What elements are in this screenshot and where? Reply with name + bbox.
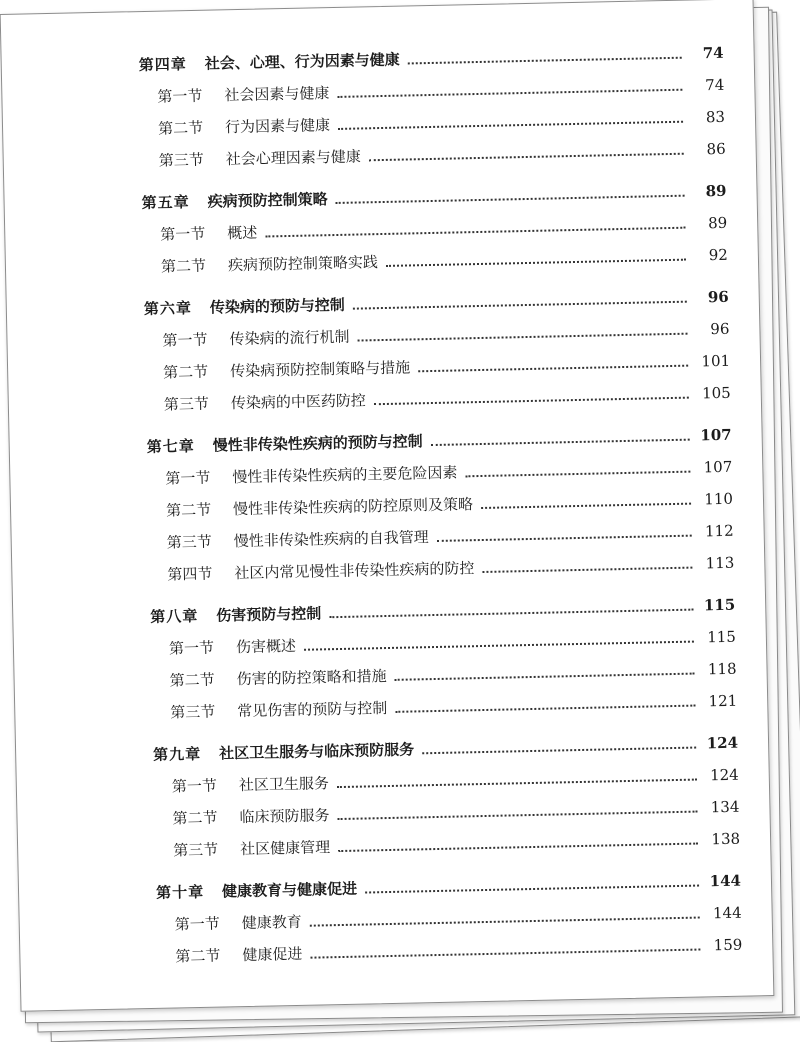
- section-number: 第一节: [168, 638, 215, 658]
- dot-leader: [353, 301, 687, 310]
- section-row: [164, 384, 731, 414]
- dot-leader: [310, 917, 700, 927]
- section-row: [166, 490, 733, 520]
- dot-leader: [431, 439, 690, 446]
- page-number: 124: [706, 733, 739, 753]
- section-number: 第一节: [157, 86, 203, 106]
- section-row: [172, 766, 739, 796]
- section-row: [160, 214, 727, 244]
- page-number: 124: [709, 765, 739, 785]
- page-number: 115: [707, 627, 737, 647]
- chapter-title: 社会、心理、行为因素与健康: [204, 50, 400, 73]
- chapter-row: [153, 734, 738, 764]
- section-row: [163, 352, 730, 382]
- chapter-number: 第十章: [155, 882, 205, 902]
- dot-leader: [365, 885, 699, 894]
- page-number: 118: [707, 659, 737, 679]
- dot-leader: [482, 567, 692, 573]
- section-row: [169, 628, 736, 658]
- section-row: [161, 246, 728, 276]
- chapter-title: 社区卫生服务与临床预防服务: [219, 740, 415, 763]
- page-number: 134: [710, 797, 740, 817]
- section-row: [158, 108, 725, 138]
- chapter-number: 第五章: [141, 193, 190, 213]
- dot-leader: [338, 843, 698, 853]
- chapter-row: [141, 182, 726, 212]
- page-number: 115: [703, 595, 736, 615]
- section-number: 第四节: [167, 564, 213, 584]
- chapter-number: 第九章: [153, 744, 202, 764]
- section-row: [157, 76, 724, 106]
- section-row: [167, 554, 734, 584]
- dot-leader: [336, 195, 685, 204]
- page-number: 107: [703, 457, 733, 477]
- page-number: 112: [704, 521, 734, 541]
- page-number: 105: [701, 383, 731, 403]
- chapter-row: [147, 426, 732, 456]
- section-title: 社区卫生服务: [238, 774, 330, 795]
- section-number: 第二节: [165, 500, 212, 520]
- section-title: 传染病预防控制策略与措施: [229, 358, 411, 381]
- section-number: 第二节: [169, 670, 215, 690]
- page-number: 113: [705, 553, 735, 573]
- section-title: 慢性非传染性疾病的主要危险因素: [232, 463, 458, 487]
- dot-leader: [337, 89, 682, 98]
- section-title: 社会因素与健康: [224, 84, 330, 105]
- page-number: 89: [705, 181, 727, 201]
- page-number: 96: [710, 319, 730, 339]
- section-number: 第二节: [157, 118, 204, 138]
- page-number: 96: [707, 287, 729, 307]
- section-title: 社区内常见慢性非传染性疾病的防控: [234, 559, 475, 583]
- page-number: 89: [707, 213, 728, 233]
- section-row: [169, 660, 736, 690]
- section-number: 第三节: [163, 394, 210, 414]
- section-title: 慢性非传染性疾病的防控原则及策略: [232, 495, 474, 519]
- page-number: 138: [711, 829, 741, 849]
- section-title: 社会心理因素与健康: [225, 147, 361, 169]
- chapter-row: [144, 288, 729, 318]
- section-row: [165, 458, 732, 488]
- section-number: 第一节: [162, 330, 208, 350]
- dot-leader: [338, 121, 683, 130]
- dot-leader: [337, 779, 697, 789]
- page-number: 92: [708, 245, 729, 265]
- chapter-title: 疾病预防控制策略: [207, 190, 328, 211]
- chapter-title: 伤害预防与控制: [216, 604, 322, 625]
- chapter-number: 第六章: [143, 299, 193, 319]
- dot-leader: [329, 609, 693, 619]
- dot-leader: [395, 705, 695, 713]
- dot-leader: [437, 535, 692, 542]
- chapter-number: 第七章: [146, 436, 195, 456]
- section-number: 第三节: [158, 150, 204, 170]
- section-title: 伤害的防控策略和措施: [236, 667, 387, 689]
- dot-leader: [395, 673, 695, 681]
- section-row: [159, 140, 726, 170]
- section-row: [167, 522, 734, 552]
- section-row: [162, 320, 729, 350]
- page-number: 86: [706, 139, 726, 159]
- dot-leader: [408, 57, 682, 65]
- section-title: 健康教育: [241, 912, 302, 933]
- dot-leader: [418, 365, 688, 373]
- section-row: [175, 904, 742, 934]
- section-title: 疾病预防控制策略实践: [227, 253, 379, 275]
- section-number: 第三节: [173, 840, 219, 860]
- chapter-title: 慢性非传染性疾病的预防与控制: [212, 432, 423, 455]
- page-number: 121: [708, 691, 738, 711]
- section-number: 第一节: [165, 468, 211, 488]
- chapter-row: [150, 596, 735, 626]
- section-row: [173, 830, 740, 860]
- section-row: [175, 936, 742, 966]
- chapter-title: 传染病的预防与控制: [209, 295, 346, 317]
- dot-leader: [465, 471, 690, 478]
- page-number: 144: [709, 871, 742, 891]
- section-title: 传染病的中医药防控: [230, 391, 367, 413]
- dot-leader: [374, 397, 689, 406]
- section-number: 第三节: [170, 702, 216, 722]
- section-title: 临床预防服务: [239, 806, 330, 827]
- page-number: 144: [712, 903, 742, 923]
- chapter-row: [156, 872, 741, 902]
- dot-leader: [369, 153, 684, 162]
- section-title: 概述: [227, 223, 258, 243]
- section-title: 传染病的流行机制: [229, 327, 350, 349]
- section-number: 第二节: [172, 808, 218, 828]
- page-number: 83: [705, 107, 726, 127]
- dot-leader: [481, 503, 691, 509]
- dot-leader: [304, 641, 694, 651]
- section-number: 第二节: [163, 362, 209, 382]
- page-number: 110: [704, 489, 734, 509]
- section-title: 健康促进: [242, 944, 303, 965]
- section-row: [172, 798, 739, 828]
- dot-leader: [338, 811, 698, 821]
- dot-leader: [265, 227, 685, 238]
- page-number: 74: [702, 43, 724, 63]
- section-title: 慢性非传染性疾病的自我管理: [233, 528, 429, 551]
- section-row: [170, 692, 737, 722]
- dot-leader: [386, 259, 686, 267]
- page-number: 107: [700, 425, 732, 445]
- chapter-number: 第四章: [138, 55, 187, 75]
- section-number: 第二节: [175, 946, 221, 966]
- section-number: 第三节: [166, 532, 212, 552]
- page-number: 101: [701, 351, 731, 371]
- section-number: 第一节: [174, 914, 220, 934]
- chapter-number: 第八章: [150, 606, 199, 626]
- chapter-title: 健康教育与健康促进: [221, 879, 358, 901]
- dot-leader: [422, 747, 696, 755]
- dot-leader: [310, 949, 700, 959]
- section-title: 伤害概述: [235, 636, 297, 657]
- section-title: 行为因素与健康: [224, 116, 331, 137]
- section-number: 第一节: [160, 224, 206, 244]
- section-title: 常见伤害的预防与控制: [237, 699, 388, 721]
- dot-leader: [358, 333, 688, 342]
- section-title: 社区健康管理: [240, 838, 331, 859]
- page-number: 74: [705, 75, 725, 95]
- chapter-row: [139, 44, 724, 74]
- section-number: 第一节: [171, 776, 218, 796]
- page-number: 159: [713, 935, 743, 955]
- section-number: 第二节: [160, 256, 207, 276]
